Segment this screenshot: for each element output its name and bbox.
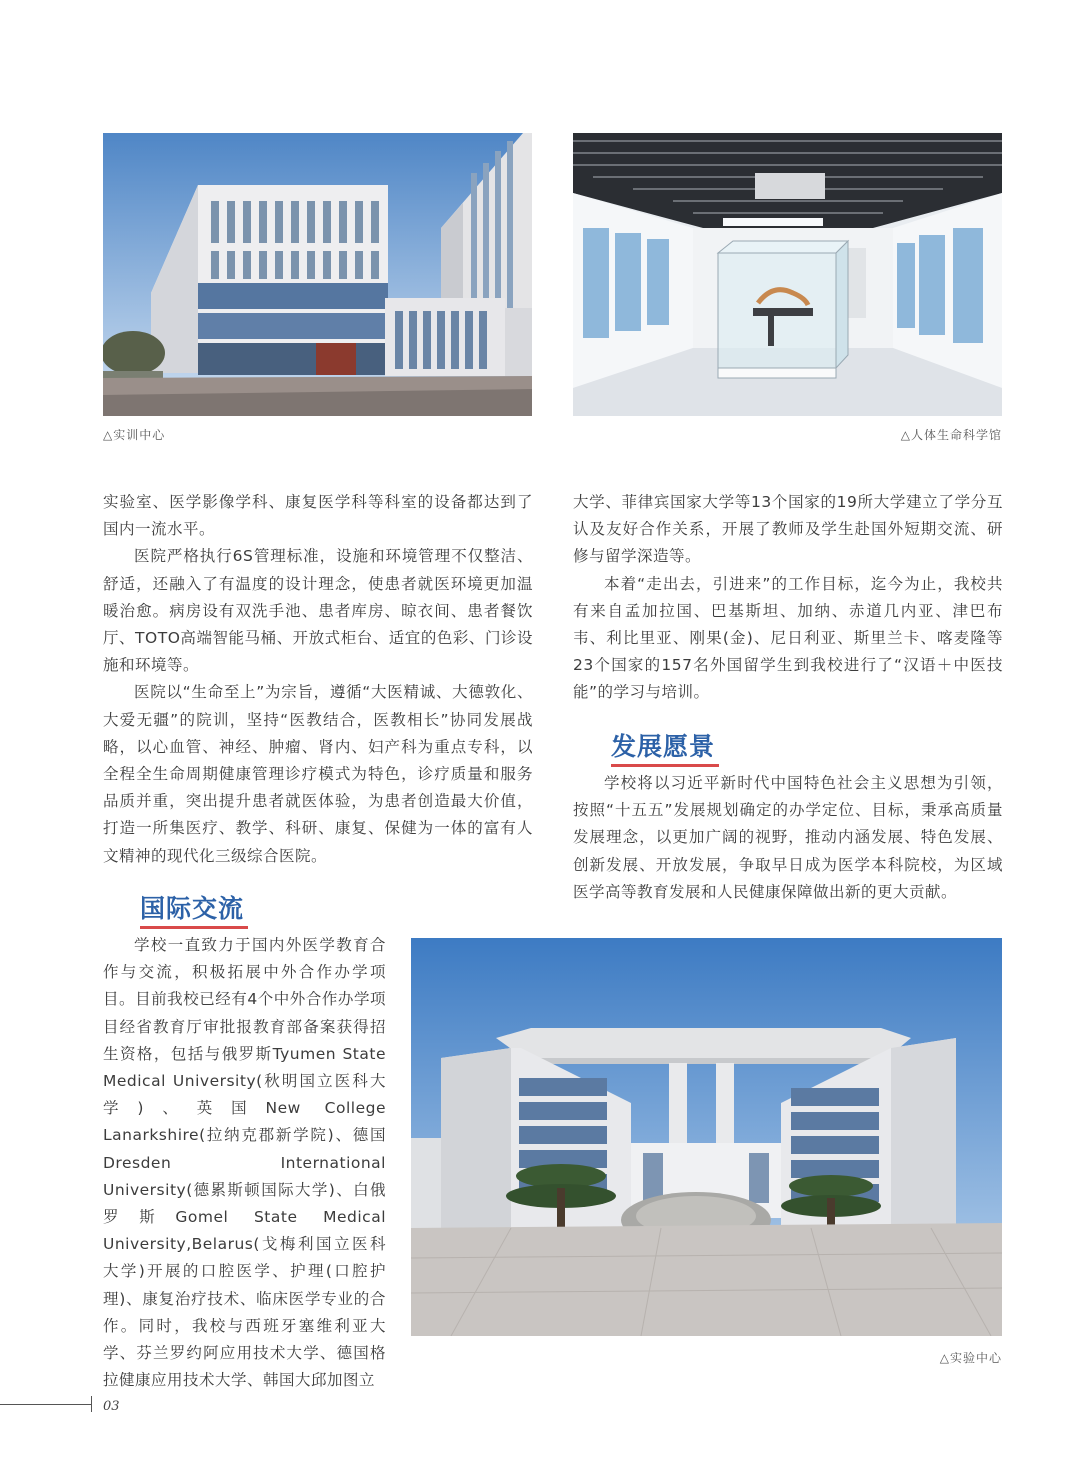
training-center-photo [103,133,532,416]
paragraph: 学校将以习近平新时代中国特色社会主义思想为引领，按照“十五五”发展规划确定的办学定位、目标，秉承高质量发展理念，以更加广阔的视野，推动内涵发展、特色发展、创新发展、开放发展，争取早日成为医学本科院校，为区域医学高等教育发展和人民健康保障做出新的更大贡献。 [573,774,1003,901]
paragraph: 本着“走出去，引进来”的工作目标，迄今为止，我校共有来自孟加拉国、巴基斯坦、加纳、赤道几内亚、津巴布韦、利比里亚、刚果(金)、尼日利亚、斯里兰卡、喀麦隆等23个国家的157名外国留学生到我校进行了“汉语＋中医技能”的学习与培训。 [573,574,1003,702]
lab-center-photo [411,938,1002,1336]
caption-training-center: △实训中心 [103,428,166,442]
section-heading-international [140,889,244,925]
footer-rule [0,1404,92,1405]
paragraph: 医院以“生命至上”为宗旨，遵循“大医精诚、大德敦化、大爱无疆”的院训，坚持“医教结合，医教相长”协同发展战略，以心血管、神经、肿瘤、肾内、妇产科为重点专科，以全程全生命周期健康管理诊疗模式为特色，诊疗质量和服务品质并重，突出提升患者就医体验，为患者创造最大价值，打造一所集医疗、教学、科研、康复、保健为一体的富有人文精神的现代化三级综合医院。 [103,683,533,865]
caption-life-science-museum: △人体生命科学馆 [900,428,1002,442]
section-heading-vision [611,727,715,763]
paragraph: 医院严格执行6S管理标准，设施和环境管理不仅整洁、舒适，还融入了有温度的设计理念，使患者就医环境更加温暖治愈。病房设有双洗手池、患者库房、晾衣间、患者餐饮厅、TOTO高端智能马桶、开放式柜台、适宜的色彩、门诊设施和环境等。 [103,547,533,675]
paragraph: 学校一直致力于国内外医学教育合作与交流，积极拓展中外合作办学项目。目前我校已经有4个中外合作办学项目经省教育厅审批报教育部备案获得招生资格，包括与俄罗斯Tyumen State Medical University(秋明国立医科大学)、英国New College Lanarkshire(拉纳克郡新学院)、德国Dresden International University(德累斯顿国际大学)、白俄罗斯Gomel State Medical University,Belarus(戈梅利国立医科大学)开展的口腔医学、护理(口腔护理)、康复治疗技术、临床医学专业的合作。同时，我校与西班牙塞维利亚大学、芬兰罗约阿应用技术大学、德国格拉健康应用技术大学、韩国大邱加图立 [103,936,386,1390]
paragraph: 实验室、医学影像学科、康复医学科等科室的设备都达到了国内一流水平。 [103,493,533,539]
page-number: 03 [103,1399,120,1414]
heading-underline [140,926,248,929]
footer-tick [91,1396,92,1412]
vision-text [573,770,1003,906]
right-column-text [573,489,1003,707]
international-text [103,932,386,1394]
caption-lab-center: △实验中心 [939,1351,1002,1365]
heading-text: 发展愿景 [611,732,716,761]
left-column-text [103,489,533,870]
heading-underline [611,764,719,767]
paragraph: 大学、菲律宾国家大学等13个国家的19所大学建立了学分互认及友好合作关系，开展了教师及学生赴国外短期交流、研修与留学深造等。 [573,493,1003,566]
life-science-museum-photo [573,133,1002,416]
heading-text: 国际交流 [140,894,245,923]
